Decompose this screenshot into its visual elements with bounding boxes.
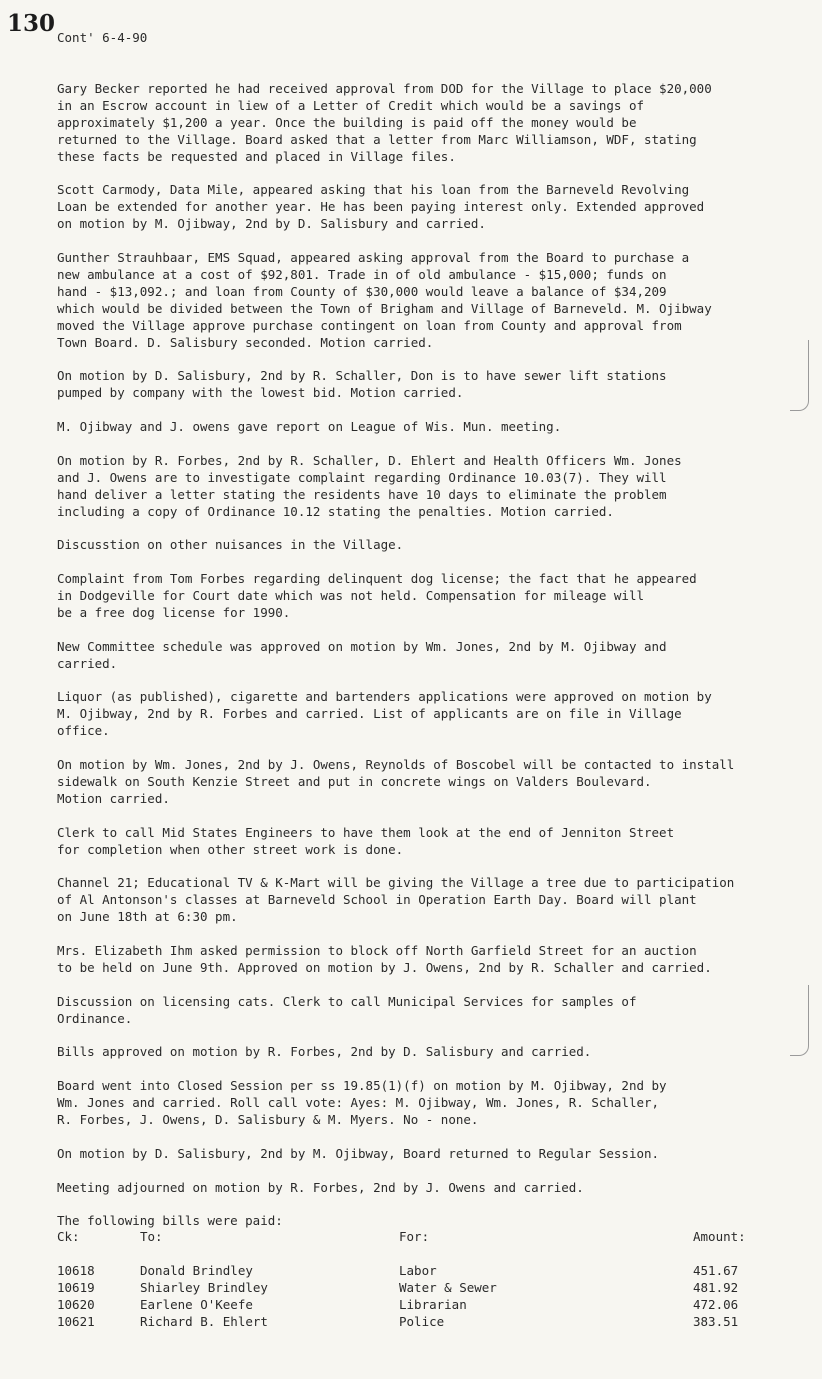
paragraph-loan-extension: Scott Carmody, Data Mile, appeared asking that his loan from the Barneveld Revolving Loan be extended for another year. He has been paying interest only. Extended approved on motion by M. Ojibway, 2nd by D. Salisbury and carried. [57, 182, 705, 232]
paragraph-ordinance-complaint: On motion by R. Forbes, 2nd by R. Schaller, D. Ehlert and Health Officers Wm. Jones and J. Owens are to investigate complaint regarding Ordinance 10.03(7). They will hand deliver a letter stating the residents have 10 days to eliminate the problem including a copy of Ordinance 10.12 stating the penalties. Motion carried. [57, 452, 682, 519]
purpose: Librarian [399, 1296, 467, 1312]
paragraph-auction: Mrs. Elizabeth Ihm asked permission to block off North Garfield Street for an auction to be held on June 9th. Approved on motion by J. Owens, 2nd by R. Schaller and carried. [57, 943, 712, 975]
column-header-ck: Ck: [57, 1229, 80, 1244]
bills-heading: The following bills were paid: [57, 1213, 283, 1229]
payee: Shiarley Brindley [140, 1279, 268, 1295]
paragraph-sewer-lift: On motion by D. Salisbury, 2nd by R. Schaller, Don is to have sewer lift stations pumped by company with the lowest bid. Motion carried. [57, 368, 667, 401]
margin-hole-mark [790, 985, 809, 1056]
check-number: 10618 [57, 1262, 95, 1278]
bills-table [57, 1229, 773, 1330]
bills-spacer-row [57, 1246, 773, 1263]
amount: 383.51 [693, 1313, 739, 1329]
paragraph-bills-approved: Bills approved on motion by R. Forbes, 2nd by D. Salisbury and carried. [57, 1044, 592, 1060]
minutes-body [57, 81, 817, 1230]
payee: Donald Brindley [140, 1262, 253, 1278]
paragraph-ambulance: Gunther Strauhbaar, EMS Squad, appeared asking approval from the Board to purchase a new ambulance at a cost of $92,801. Trade in of old ambulance - $15,000; funds on hand - $13,092.; and loan from County of $30,000 would leave a balance of $34,209 which would be divided between the Town of Brigham and Village of Barneveld. M. Ojibway moved the Village approve purchase contingent on loan from County and approval from Town Board. D. Salisbury seconded. Motion carried. [57, 250, 712, 350]
paragraph-nuisances: Discusstion on other nuisances in the Village. [57, 537, 404, 553]
check-number: 10621 [57, 1313, 95, 1329]
page-number: 130 [7, 10, 56, 37]
purpose: Water & Sewer [399, 1279, 497, 1295]
check-number: 10619 [57, 1279, 95, 1295]
column-header-to: To: [140, 1229, 163, 1244]
column-header-amount: Amount: [693, 1229, 746, 1244]
table-row [57, 1314, 773, 1331]
bills-header-row [57, 1229, 773, 1246]
paragraph-sidewalk: On motion by Wm. Jones, 2nd by J. Owens, Reynolds of Boscobel will be contacted to install sidewalk on South Kenzie Street and put in concrete wings on Valders Boulevard. Motion carried. [57, 757, 735, 806]
paragraph-closed-session: Board went into Closed Session per ss 19.85(1)(f) on motion by M. Ojibway, 2nd by Wm. Jones and carried. Roll call vote: Ayes: M. Ojibway, Wm. Jones, R. Schaller, R. Forbes, J. Owens, D. Salisbury & M. Myers. No - none. [57, 1078, 667, 1128]
paragraph-league-report: M. Ojibway and J. owens gave report on League of Wis. Mun. meeting. [57, 419, 562, 435]
purpose: Police [399, 1313, 445, 1329]
table-row [57, 1263, 773, 1280]
payee: Richard B. Ehlert [140, 1313, 268, 1329]
table-row [57, 1280, 773, 1297]
paragraph-escrow: Gary Becker reported he had received approval from DOD for the Village to place $20,000 in an Escrow account in liew of a Letter of Credit which would be a savings of approximately $1,200 a year. Once the building is paid off the money would be returned to the Village. Board asked that a letter from Marc Williamson, WDF, stating these facts be requested and placed in Village files. [57, 81, 712, 164]
check-number: 10620 [57, 1296, 95, 1312]
paragraph-adjourned: Meeting adjourned on motion by R. Forbes, 2nd by J. Owens and carried. [57, 1179, 584, 1195]
margin-hole-mark [790, 340, 809, 411]
paragraph-cat-licensing: Discussion on licensing cats. Clerk to call Municipal Services for samples of Ordinance. [57, 993, 637, 1026]
column-header-for: For: [399, 1229, 430, 1244]
continuation-date: Cont' 6-4-90 [57, 30, 148, 45]
purpose: Labor [399, 1262, 437, 1278]
table-row [57, 1297, 773, 1314]
payee: Earlene O'Keefe [140, 1296, 253, 1312]
amount: 481.92 [693, 1279, 739, 1295]
paragraph-committee-schedule: New Committee schedule was approved on motion by Wm. Jones, 2nd by M. Ojibway and carried. [57, 638, 667, 671]
paragraph-tree-planting: Channel 21; Educational TV & K-Mart will be giving the Village a tree due to participation of Al Antonson's classes at Barneveld School in Operation Earth Day. Board will plant on June 18th at 6:30 pm. [57, 875, 735, 925]
paragraph-regular-session: On motion by D. Salisbury, 2nd by M. Ojibway, Board returned to Regular Session. [57, 1145, 660, 1161]
paragraph-liquor-licenses: Liquor (as published), cigarette and bartenders applications were approved on motion by M. Ojibway, 2nd by R. Forbes and carried. List of applicants are on file in Village office. [57, 689, 712, 739]
amount: 472.06 [693, 1296, 739, 1312]
paragraph-engineers: Clerk to call Mid States Engineers to have them look at the end of Jenniton Street for completion when other street work is done. [57, 824, 675, 857]
amount: 451.67 [693, 1262, 739, 1278]
paragraph-dog-license: Complaint from Tom Forbes regarding delinquent dog license; the fact that he appeared in Dodgeville for Court date which was not held. Compensation for mileage will be a free dog license for 1990. [57, 571, 697, 620]
